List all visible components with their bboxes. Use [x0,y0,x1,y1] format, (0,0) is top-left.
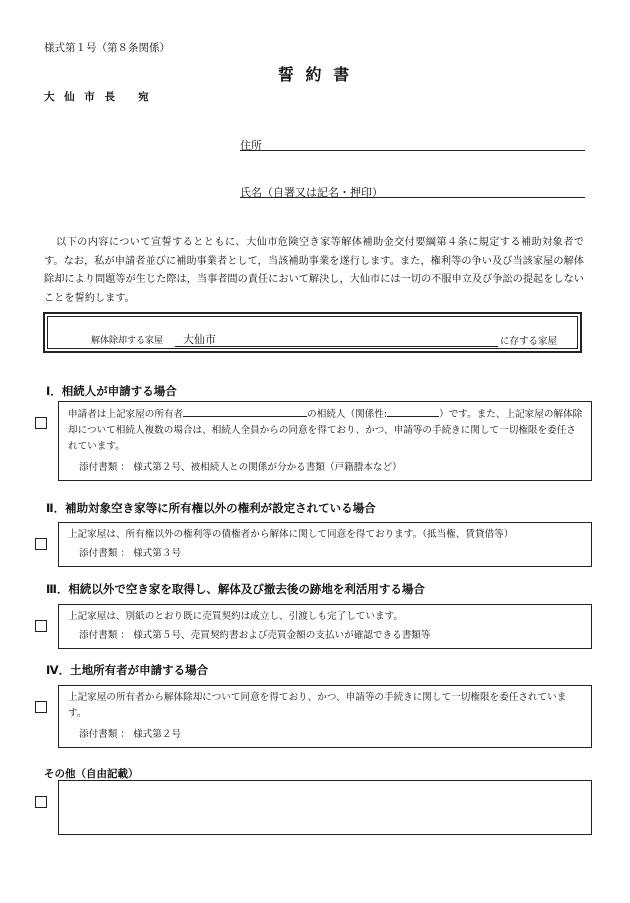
house-suffix: に存する家屋 [500,336,558,347]
section-1-box [58,401,592,481]
section-2-checkbox[interactable] [35,538,47,550]
section-1-checkbox[interactable] [35,417,47,429]
section-3-text: 上記家屋は、別紙のとおり既に売買契約は成立し、引渡しも完了しています。 [68,611,404,622]
page-title: 誓 約 書 [277,65,353,84]
name-field[interactable] [240,197,585,198]
form-number: 様式第１号（第８条関係） [44,42,170,54]
section-4-box [58,685,592,748]
section-2-heading: Ⅱ．補助対象空き家等に所有権以外の権利が設定されている場合 [46,501,376,515]
addressee: 大 仙 市 長 宛 [44,91,152,103]
address-label: 住所 [240,139,262,152]
section-2-text: 上記家屋は、所有権以外の権利等の債権者から解体に関して同意を得ております。（抵当権、賃貸借等） [68,529,514,540]
section-3-heading: Ⅲ．相続以外で空き家を取得し、解体及び撤去後の跡地を利活用する場合 [46,582,425,596]
section-3-attachment: 添付書類 ： 様式第５号、売買契約書および売買金額の支払いが確認できる書類等 [79,630,431,641]
house-city: 大仙市 [183,333,216,346]
section-1-heading: Ⅰ．相続人が申請する場合 [46,384,177,398]
pledge-text: 以下の内容について宣誓するとともに、大仙市危険空き家等解体補助金交付要綱第４条に規定する補助対象者です。なお，私が申請者並びに補助事業者として，当該補助事業を遂行します。また，権利等の争い及び当該家屋の解体除却により問題等が生じた際は，当事者間の責任において解決し，大仙市には一切の不服申立及び争訟の提起をしないことを誓約します。 [44,237,584,304]
section-4-attachment: 添付書類 ： 様式第２号 [79,729,182,740]
house-box [43,312,582,353]
address-field[interactable] [240,150,585,151]
other-heading: その他（自由記載） [44,768,139,780]
section-4-checkbox[interactable] [35,701,47,713]
section-3-checkbox[interactable] [35,620,47,632]
section-4-text: 上記家屋の所有者から解体除却について同意を得ており、かつ、申請等の手続きに関して一切権限を委任されています。 [68,692,567,719]
other-free-text-field[interactable] [58,780,592,835]
name-label: 氏名（自署又は記名・押印） [240,186,383,199]
section-1-attachment: 添付書類 ： 様式第２号、被相続人との関係が分かる書類（戸籍謄本など） [79,462,402,473]
owner-name-field[interactable] [183,405,307,417]
section-4-heading: Ⅳ．土地所有者が申請する場合 [46,663,209,677]
relationship-field[interactable] [387,405,439,417]
section-2-box [58,522,592,567]
house-label: 解体除却する家屋 [91,336,164,346]
section-2-attachment: 添付書類 ： 様式第３号 [79,548,182,559]
section-3-box [58,604,592,649]
other-checkbox[interactable] [35,796,47,808]
house-location-field[interactable] [175,346,498,347]
section-1-text: 申請者は上記家屋の所有者 の相続人（関係性: ）です。また、上記家屋の解体除却について相続人複数の場合は、相続人全員からの同意を得ており、かつ、申請等の手続きに関して一切権限を委任されています。 [68,405,583,455]
